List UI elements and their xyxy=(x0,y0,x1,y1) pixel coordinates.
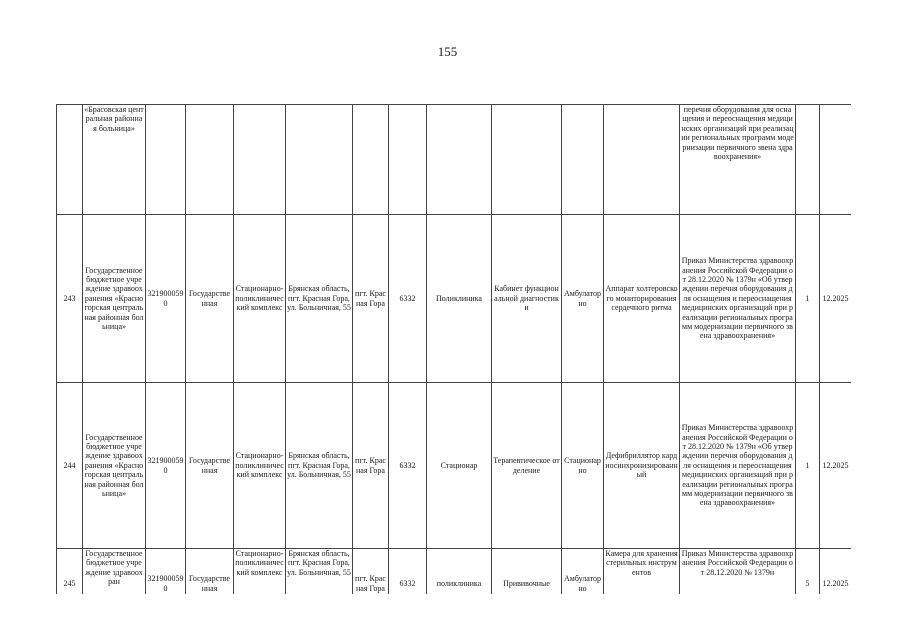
cell-object-type xyxy=(234,105,286,215)
cell-department xyxy=(492,105,562,215)
table-row xyxy=(57,383,852,549)
cell-address: Брянская область, пгт. Красная Гора, ул. Больничная, 55 xyxy=(286,383,353,549)
cell-basis: перечня оборудования для оснащения и переоснащения медицинских организаций при реализации региональных программ модернизации первичного звена здравоохранения» xyxy=(680,105,796,215)
cell-department: Прививочные xyxy=(492,549,562,595)
cell-code: 3219000590 xyxy=(146,549,186,595)
cell-department: Терапевтическое отделение xyxy=(492,383,562,549)
cell-org: «Брасовская центральная районная больница» xyxy=(83,105,146,215)
cell-object-type: Стационарно-поликлинический комплекс xyxy=(234,215,286,383)
cell-num: 245 xyxy=(57,549,83,595)
cell-settlement xyxy=(353,105,389,215)
cell-okato: 6332 xyxy=(389,549,427,595)
cell-object-type: Стационарно-поликлинический комплекс xyxy=(234,549,286,595)
cell-address: Брянская область, пгт. Красная Гора, ул. Больничная, 55 xyxy=(286,215,353,383)
cell-address: Брянская область, пгт. Красная Гора, ул. Больничная, 55 xyxy=(286,549,353,595)
cell-settlement: пгт. Красная Гора xyxy=(353,549,389,595)
cell-okato: 6332 xyxy=(389,215,427,383)
cell-care-type: Амбулаторно xyxy=(562,215,604,383)
cell-ownership: Государственная xyxy=(186,549,234,595)
cell-code: 3219000590 xyxy=(146,215,186,383)
table-row xyxy=(57,549,852,595)
cell-org: Государственное бюджетное учреждение здравоохранения «Красногорская центральная районная больница» xyxy=(83,383,146,549)
cell-date: 12.2025 xyxy=(820,215,852,383)
cell-care-type xyxy=(562,105,604,215)
cell-basis: Приказ Министерства здравоохранения Российской Федерации от 28.12.2020 № 1379н «Об утверждении перечня оборудования для оснащения и переоснащения медицинских организаций при реализации региональных программ модернизации первичного звена здравоохранения» xyxy=(680,383,796,549)
equipment-table-sheet xyxy=(56,104,851,594)
cell-code xyxy=(146,105,186,215)
cell-care-type: Амбулаторно xyxy=(562,549,604,595)
cell-date: 12.2025 xyxy=(820,549,852,595)
cell-org: Государственное бюджетное учреждение здравоохран xyxy=(83,549,146,595)
cell-ownership: Государственная xyxy=(186,383,234,549)
cell-unit: Стационар xyxy=(427,383,492,549)
cell-equipment: Дефибриллятор кардиосинхронизированный xyxy=(604,383,680,549)
cell-qty xyxy=(796,105,820,215)
cell-ownership xyxy=(186,105,234,215)
cell-ownership: Государственная xyxy=(186,215,234,383)
cell-basis: Приказ Министерства здравоохранения Российской Федерации от 28.12.2020 № 1379н xyxy=(680,549,796,595)
cell-date: 12.2025 xyxy=(820,383,852,549)
table-row xyxy=(57,215,852,383)
cell-equipment: Аппарат холтеровского мониторирования сердечного ритма xyxy=(604,215,680,383)
cell-org: Государственное бюджетное учреждение здравоохранения «Красногорская центральная районная больница» xyxy=(83,215,146,383)
cell-unit: поликлиника xyxy=(427,549,492,595)
cell-code: 3219000590 xyxy=(146,383,186,549)
cell-unit: Поликлиника xyxy=(427,215,492,383)
cell-settlement: пгт. Красная Гора xyxy=(353,383,389,549)
cell-num: 243 xyxy=(57,215,83,383)
cell-care-type: Стационарно xyxy=(562,383,604,549)
page-number: 155 xyxy=(437,44,458,59)
table-row-continuation xyxy=(57,105,852,215)
cell-address xyxy=(286,105,353,215)
cell-qty: 1 xyxy=(796,383,820,549)
cell-qty: 1 xyxy=(796,215,820,383)
equipment-table xyxy=(56,104,851,594)
cell-okato: 6332 xyxy=(389,383,427,549)
cell-equipment: Камера для хранения стерильных инструментов xyxy=(604,549,680,595)
cell-okato xyxy=(389,105,427,215)
cell-equipment xyxy=(604,105,680,215)
cell-num: 244 xyxy=(57,383,83,549)
cell-date xyxy=(820,105,852,215)
cell-unit xyxy=(427,105,492,215)
cell-department: Кабинет функциональной диагностики xyxy=(492,215,562,383)
cell-num xyxy=(57,105,83,215)
cell-qty: 5 xyxy=(796,549,820,595)
cell-settlement: пгт. Красная Гора xyxy=(353,215,389,383)
cell-basis: Приказ Министерства здравоохранения Российской Федерации от 28.12.2020 № 1379н «Об утверждении перечня оборудования для оснащения и переоснащения медицинских организаций при реализации региональных программ модернизации первичного звена здравоохранения» xyxy=(680,215,796,383)
cell-object-type: Стационарно-поликлинический комплекс xyxy=(234,383,286,549)
